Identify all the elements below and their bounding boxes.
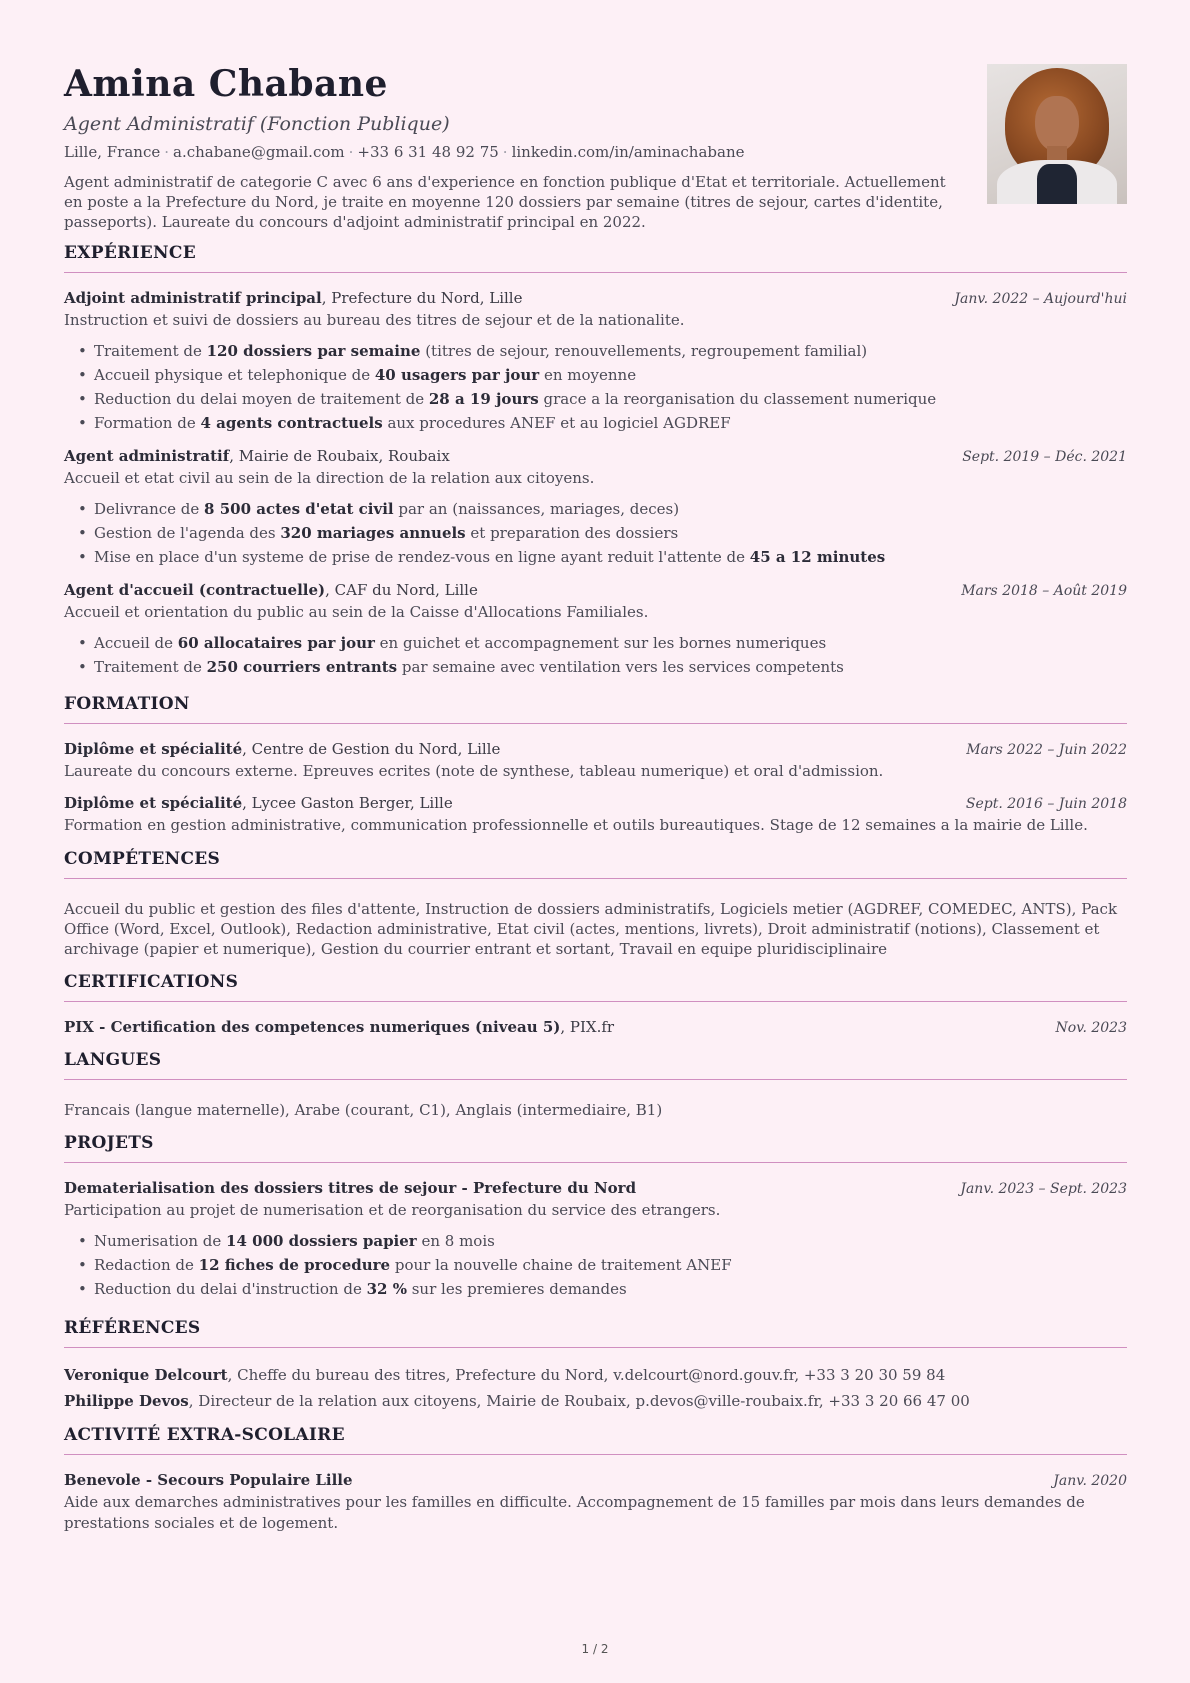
entry-title xyxy=(64,1469,353,1491)
candidate-name: Amina Chabane xyxy=(64,63,388,105)
section-references xyxy=(64,1317,1127,1414)
section-title: FORMATION xyxy=(64,693,1127,724)
entry-date: Sept. 2019 – Déc. 2021 xyxy=(962,449,1127,465)
section-title: LANGUES xyxy=(64,1049,1127,1080)
entry-header xyxy=(64,792,1127,815)
entry-role: Diplôme et spécialité xyxy=(64,794,243,812)
entry-date: Mars 2018 – Août 2019 xyxy=(961,583,1127,599)
entry-organization: , Mairie de Roubaix, Roubaix xyxy=(229,447,450,465)
bullet-list xyxy=(64,1229,1127,1301)
bullet-text: Accueil de xyxy=(94,634,178,652)
bullet-text: par semaine avec ventilation vers les services competents xyxy=(397,658,844,676)
reference-item xyxy=(64,1362,1127,1388)
entry-date: Nov. 2023 xyxy=(1055,1020,1127,1036)
bullet-highlight: 12 fiches de procedure xyxy=(198,1256,391,1274)
entry-organization: , Prefecture du Nord, Lille xyxy=(321,289,523,307)
entry-header xyxy=(64,445,1127,468)
bullet-item xyxy=(94,545,1127,569)
bullet-highlight: 250 courriers entrants xyxy=(206,658,398,676)
bullet-text: aux procedures ANEF et au logiciel AGDREF xyxy=(382,414,731,432)
entry-date: Janv. 2022 – Aujourd'hui xyxy=(954,291,1127,307)
entry xyxy=(64,738,1127,782)
bullet-text: Traitement de xyxy=(94,342,207,360)
project-list xyxy=(64,1177,1127,1301)
entry-role: Diplôme et spécialité xyxy=(64,740,243,758)
section-title: RÉFÉRENCES xyxy=(64,1317,1127,1348)
entry xyxy=(64,1469,1127,1534)
entry-description: Aide aux demarches administratives pour les familles en difficulte. Accompagnement de 15 familles par mois dans leurs demandes de prestations sociales et de logement. xyxy=(64,1493,1085,1532)
entry xyxy=(64,1177,1127,1301)
bullet-text: Traitement de xyxy=(94,658,207,676)
bullet-text: Redaction de xyxy=(94,1256,199,1274)
languages-text: Francais (langue maternelle), Arabe (courant, C1), Anglais (intermediaire, B1) xyxy=(64,1101,663,1119)
contact-separator: · xyxy=(164,143,170,161)
contact-email[interactable]: a.chabane@gmail.com xyxy=(173,143,345,161)
entry-role: PIX - Certification des competences numeriques (niveau 5) xyxy=(64,1018,561,1036)
section-title: EXPÉRIENCE xyxy=(64,242,1127,273)
entry-title xyxy=(64,579,478,601)
reference-details: , Directeur de la relation aux citoyens, Mairie de Roubaix, p.devos@ville-roubaix.fr, +33 3 20 66 47 00 xyxy=(188,1392,970,1410)
bullet-text: Gestion de l'agenda des xyxy=(94,524,281,542)
contact-line xyxy=(64,142,1127,162)
bullet-text: en 8 mois xyxy=(416,1232,495,1250)
contact-linkedin[interactable]: linkedin.com/in/aminachabane xyxy=(511,143,745,161)
bullet-item xyxy=(94,1277,1127,1301)
entry-title xyxy=(64,738,500,760)
entry-title xyxy=(64,445,450,467)
bullet-highlight: 8 500 actes d'etat civil xyxy=(204,500,394,518)
entry-header xyxy=(64,1177,1127,1200)
entry-header xyxy=(64,287,1127,310)
bullet-highlight: 14 000 dossiers papier xyxy=(226,1232,417,1250)
entry xyxy=(64,579,1127,679)
resume-header xyxy=(64,60,1127,232)
bullet-highlight: 60 allocataires par jour xyxy=(177,634,375,652)
bullet-text: grace a la reorganisation du classement numerique xyxy=(538,390,937,408)
section-experience xyxy=(64,242,1127,679)
entry-organization: , Lycee Gaston Berger, Lille xyxy=(242,794,453,812)
candidate-role: Agent Administratif (Fonction Publique) xyxy=(64,113,450,135)
bullet-text: en guichet et accompagnement sur les bornes numeriques xyxy=(374,634,827,652)
section-extra xyxy=(64,1424,1127,1534)
bullet-item xyxy=(94,521,1127,545)
bullet-text: Reduction du delai d'instruction de xyxy=(94,1280,367,1298)
section-formation xyxy=(64,693,1127,836)
bullet-highlight: 32 % xyxy=(366,1280,407,1298)
entry-role: Adjoint administratif principal xyxy=(64,289,322,307)
section-title: PROJETS xyxy=(64,1132,1127,1163)
bullet-list xyxy=(64,339,1127,435)
profile-photo xyxy=(987,64,1127,204)
bullet-item xyxy=(94,1253,1127,1277)
entry-date: Sept. 2016 – Juin 2018 xyxy=(965,796,1127,812)
reference-details: , Cheffe du bureau des titres, Prefecture du Nord, v.delcourt@nord.gouv.fr, +33 3 20 30 59 84 xyxy=(227,1366,946,1384)
entry-description: Laureate du concours externe. Epreuves ecrites (note de synthese, tableau numerique) et oral d'admission. xyxy=(64,762,884,780)
bullet-text: par an (naissances, mariages, deces) xyxy=(393,500,680,518)
section-projets xyxy=(64,1132,1127,1301)
entry-title xyxy=(64,287,522,309)
bullet-highlight: 40 usagers par jour xyxy=(374,366,540,384)
entry-description: Accueil et orientation du public au sein de la Caisse d'Allocations Familiales. xyxy=(64,603,649,621)
bullet-list xyxy=(64,631,1127,679)
contact-phone[interactable]: +33 6 31 48 92 75 xyxy=(357,143,499,161)
bullet-text: Formation de xyxy=(94,414,201,432)
section-competences xyxy=(64,848,1127,959)
entry xyxy=(64,445,1127,569)
entry-date: Janv. 2023 – Sept. 2023 xyxy=(960,1181,1127,1197)
bullet-highlight: 45 a 12 minutes xyxy=(749,548,886,566)
section-title: ACTIVITÉ EXTRA-SCOLAIRE xyxy=(64,1424,1127,1455)
section-langues xyxy=(64,1049,1127,1120)
contact-separator: · xyxy=(502,143,508,161)
section-title: COMPÉTENCES xyxy=(64,848,1127,879)
entry-header xyxy=(64,738,1127,761)
entry-description: Instruction et suivi de dossiers au bureau des titres de sejour et de la nationalite. xyxy=(64,311,685,329)
entry-date: Mars 2022 – Juin 2022 xyxy=(966,742,1127,758)
entry xyxy=(64,792,1127,836)
experience-list xyxy=(64,287,1127,679)
entry xyxy=(64,287,1127,435)
entry-title xyxy=(64,1177,636,1199)
bullet-text: pour la nouvelle chaine de traitement ANEF xyxy=(390,1256,732,1274)
bullet-text: et preparation des dossiers xyxy=(465,524,679,542)
bullet-item xyxy=(94,655,1127,679)
entry-date: Janv. 2020 xyxy=(1053,1473,1127,1489)
bullet-highlight: 28 a 19 jours xyxy=(428,390,539,408)
bullet-item xyxy=(94,363,1127,387)
reference-item xyxy=(64,1388,1127,1414)
entry-title xyxy=(64,1016,614,1038)
profile-summary: Agent administratif de categorie C avec 6 ans d'experience en fonction publique d'Etat et territoriale. Actuellement en poste a la Prefecture du Nord, je traite en moyenne 120 dossiers par semaine (titres de sejour, cartes d'identite, passeports). Laureate du concours d'adjoint administratif principal en 2022. xyxy=(64,173,946,231)
bullet-text: Accueil physique et telephonique de xyxy=(94,366,375,384)
reference-name: Veronique Delcourt xyxy=(64,1366,228,1384)
entry-header xyxy=(64,1016,1127,1039)
bullet-text: sur les premieres demandes xyxy=(406,1280,627,1298)
bullet-text: (titres de sejour, renouvellements, regroupement familial) xyxy=(420,342,868,360)
bullet-text: en moyenne xyxy=(539,366,637,384)
entry-header xyxy=(64,579,1127,602)
page-number: 1 / 2 xyxy=(581,1642,609,1656)
contact-location: Lille, France xyxy=(64,143,161,161)
formation-list xyxy=(64,738,1127,836)
bullet-item xyxy=(94,387,1127,411)
bullet-highlight: 120 dossiers par semaine xyxy=(206,342,421,360)
entry-description: Formation en gestion administrative, communication professionnelle et outils bureautiques. Stage de 12 semaines a la mairie de Lille. xyxy=(64,816,1088,834)
entry-organization: , PIX.fr xyxy=(560,1018,615,1036)
entry-description: Accueil et etat civil au sein de la direction de la relation aux citoyens. xyxy=(64,469,595,487)
bullet-list xyxy=(64,497,1127,569)
bullet-highlight: 320 mariages annuels xyxy=(280,524,466,542)
bullet-text: Reduction du delai moyen de traitement de xyxy=(94,390,429,408)
bullet-highlight: 4 agents contractuels xyxy=(200,414,383,432)
entry-organization: , Centre de Gestion du Nord, Lille xyxy=(242,740,501,758)
entry-role: Agent d'accueil (contractuelle) xyxy=(64,581,326,599)
entry-title xyxy=(64,792,453,814)
bullet-item xyxy=(94,1229,1127,1253)
bullet-text: Mise en place d'un systeme de prise de rendez-vous en ligne ayant reduit l'attente de xyxy=(94,548,750,566)
entry xyxy=(64,1016,1127,1039)
bullet-item xyxy=(94,497,1127,521)
certification-list xyxy=(64,1016,1127,1039)
bullet-text: Delivrance de xyxy=(94,500,205,518)
reference-list xyxy=(64,1362,1127,1414)
bullet-item xyxy=(94,631,1127,655)
bullet-text: Numerisation de xyxy=(94,1232,227,1250)
bullet-item xyxy=(94,339,1127,363)
entry-role: Dematerialisation des dossiers titres de sejour - Prefecture du Nord xyxy=(64,1179,637,1197)
bullet-item xyxy=(94,411,1127,435)
reference-name: Philippe Devos xyxy=(64,1392,189,1410)
entry-header xyxy=(64,1469,1127,1492)
entry-role: Agent administratif xyxy=(64,447,230,465)
entry-organization: , CAF du Nord, Lille xyxy=(325,581,478,599)
resume-content xyxy=(64,60,1127,1544)
extra-list xyxy=(64,1469,1127,1534)
contact-separator: · xyxy=(348,143,354,161)
skills-text: Accueil du public et gestion des files d'attente, Instruction de dossiers administratifs, Logiciels metier (AGDREF, COMEDEC, ANTS), Pack Office (Word, Excel, Outlook), Redaction administrative, Etat civil (actes, mentions, livrets), Droit administratif (notions), Classement et archivage (papier et numerique), Gestion du courrier entrant et sortant, Travail en equipe pluridisciplinaire xyxy=(64,900,1118,958)
section-certifications xyxy=(64,971,1127,1039)
entry-role: Benevole - Secours Populaire Lille xyxy=(64,1471,353,1489)
section-title: CERTIFICATIONS xyxy=(64,971,1127,1002)
entry-description: Participation au projet de numerisation et de reorganisation du service des etrangers. xyxy=(64,1201,721,1219)
